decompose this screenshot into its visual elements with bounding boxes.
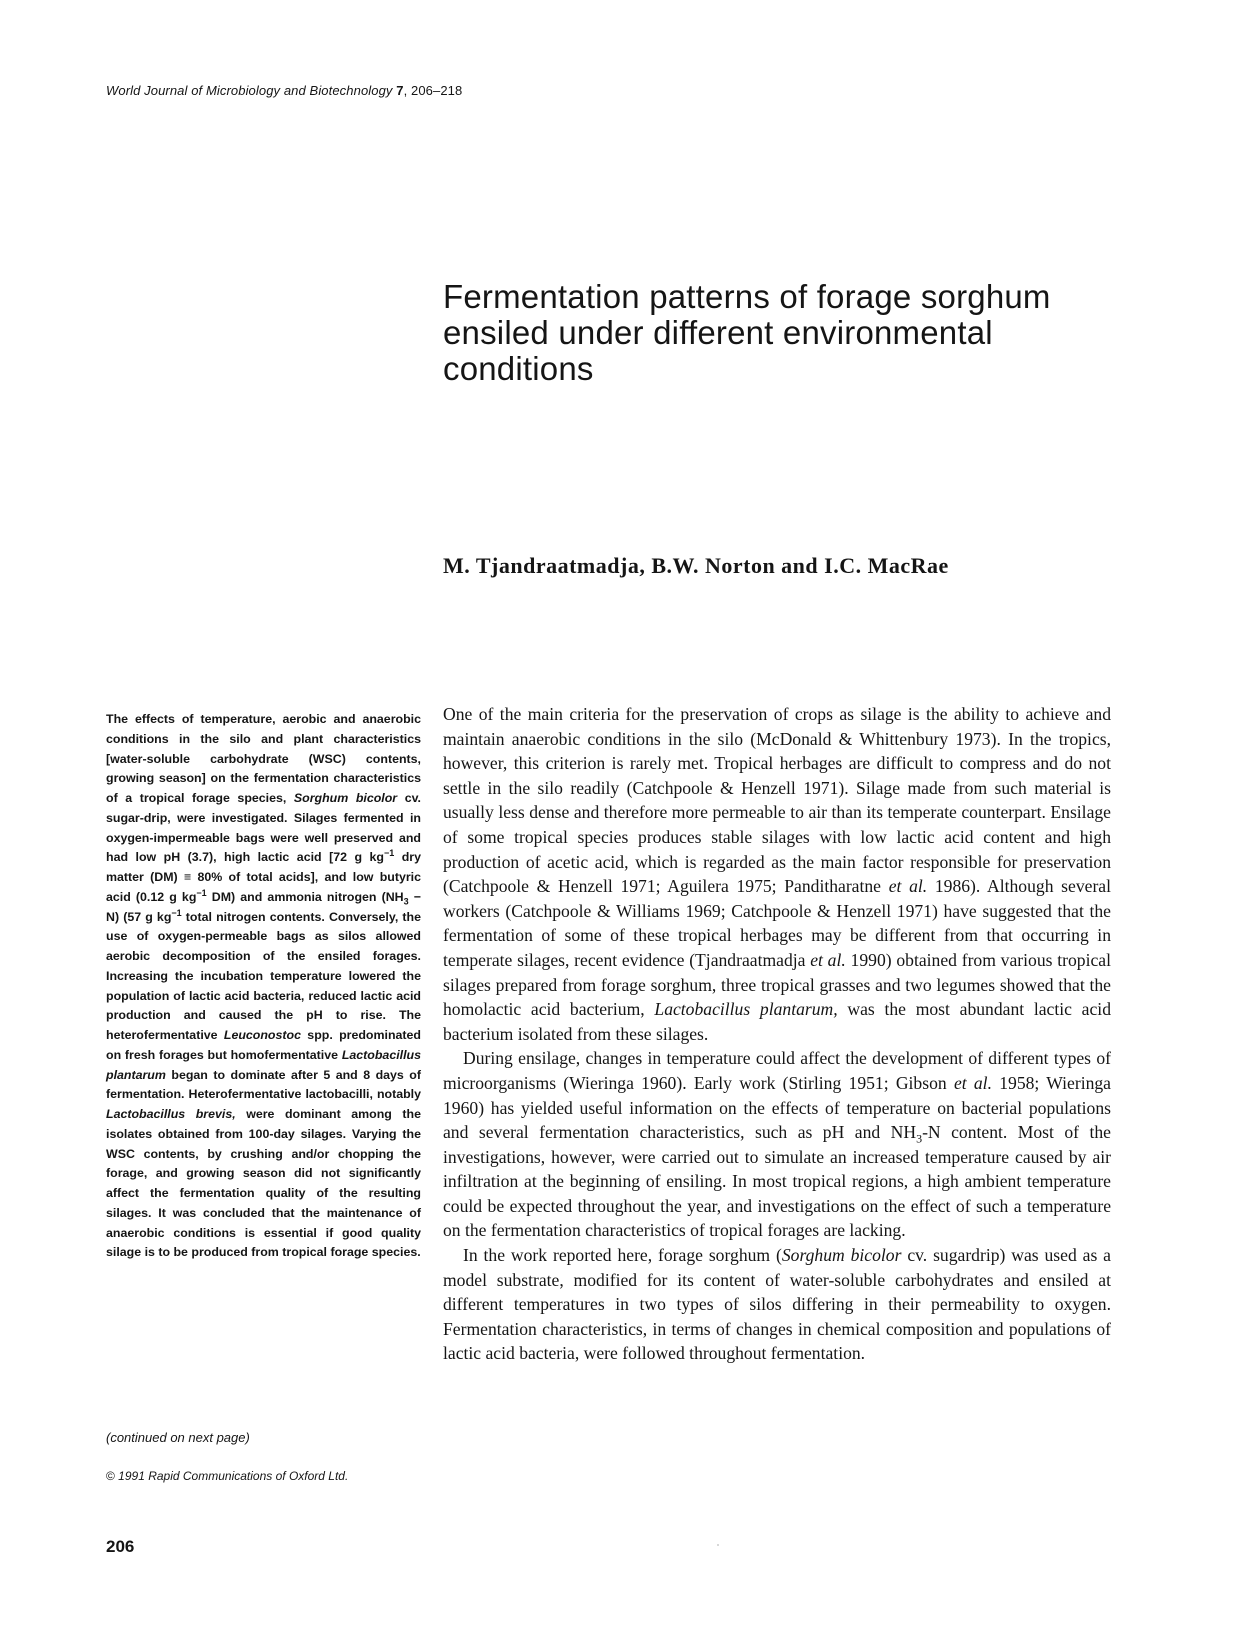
body-italic: et al.	[953, 1072, 992, 1093]
body-italic: Sorghum bicolor	[781, 1245, 902, 1266]
abstract-text: began to dominate after 5 and 8 days of fermentation. Heterofermentative lactobacilli, notably	[106, 1067, 421, 1102]
abstract-species: Sorghum bicolor	[293, 791, 398, 805]
body-text-run: -N content. Most of the investigations, however, were carried out to simulate an increased temperature caused by air infiltration at the beginning of ensiling. In most tropical regions, a high ambient temperature could be expected throughout the year, and investigations on the effect of such a temperature on the fermentation characteristics of tropical forages are lacking.	[443, 1122, 1111, 1241]
body-text-run: During ensilage, changes in temperature could affect the development of different types of microorganisms (Wieringa 1960). Early work (Stirling 1951; Gibson	[443, 1048, 1111, 1093]
body-paragraph	[443, 1046, 1111, 1243]
abstract-text: cv. sugar-drip, were investigated. Silages fermented in oxygen-impermeable bags were well preserved and had low pH (3.7), high lactic acid [72 g kg	[106, 791, 421, 865]
abstract-superscript: −1	[383, 848, 395, 859]
abstract-text: DM) and ammonia nitrogen (NH	[206, 889, 404, 904]
abstract-text: dry matter (DM) ≡ 80% of total acids], and low butyric acid (0.12 g kg	[106, 850, 421, 904]
body-subscript: 3	[916, 1131, 923, 1146]
continued-note: (continued on next page)	[106, 1430, 250, 1445]
body-text-run: 1958; Wieringa 1960) has yielded useful information on the effects of temperature on bacterial populations and several fermentation characteristics, such as pH and NH	[443, 1072, 1111, 1143]
abstract-subscript: 3	[403, 896, 409, 907]
journal-header	[106, 83, 462, 98]
body-text	[443, 702, 1111, 1366]
body-italic: Lactobacillus plantarum,	[654, 999, 838, 1020]
abstract	[106, 710, 421, 1263]
body-text-run: was the most abundant lactic acid bacterium isolated from these silages.	[443, 999, 1111, 1044]
copyright	[106, 1469, 348, 1483]
body-text-run: One of the main criteria for the preservation of crops as silage is the ability to achieve and maintain anaerobic conditions in the silo (McDonald & Whittenbury 1973). In the tropics, however, this criterion is rarely met. Tropical herbages are difficult to compress and do not settle in the silo readily (Catchpoole & Henzell 1971). Silage made from such material is usually less dense and therefore more permeable to air than its temperate counterpart. Ensilage of some tropical species produces stable silages with low lactic acid content and high production of acetic acid, which is regarded as the main factor responsible for preservation (Catchpoole & Henzell 1971; Aguilera 1975; Panditharatne	[443, 704, 1111, 897]
body-text-run: 1990) obtained from various tropical silages prepared from forage sorghum, three tropical grasses and two legumes showed that the homolactic acid bacterium,	[443, 949, 1111, 1020]
abstract-text: total nitrogen contents. Conversely, the use of oxygen-permeable bags as silos allowed aerobic decomposition of the ensiled forages. Increasing the incubation temperature lowered the population of lactic acid bacteria, reduced lactic acid production and caused the pH to rise. The heterofermentative	[106, 909, 421, 1042]
body-italic: et al.	[810, 949, 846, 970]
title-line-1: Fermentation patterns of forage sorghum	[443, 278, 1051, 315]
article-title	[443, 279, 1143, 387]
title-line-3: conditions	[443, 350, 594, 387]
abstract-species: Lactobacillus plantarum	[106, 1047, 421, 1082]
page-number: 206	[106, 1537, 135, 1556]
body-text-run: cv. sugardrip) was used as a model substrate, modified for its content of water-soluble carbohydrates and ensiled at different temperatures in two types of silos differing in their permeability to oxygen. Fermentation characteristics, in terms of changes in chemical composition and populations of lactic acid bacteria, were followed throughout fermentation.	[443, 1245, 1111, 1364]
abstract-text: The effects of temperature, aerobic and anaerobic conditions in the silo and plant characteristics [water-soluble carbohydrate (WSC) contents, growing season] on the fermentation characteristics of a tropical forage species,	[106, 712, 421, 805]
authors: M. Tjandraatmadja, B.W. Norton and I.C. MacRae	[443, 553, 949, 578]
abstract-superscript: −1	[196, 887, 207, 898]
journal-name: World Journal of Microbiology and Biotechnology	[106, 83, 393, 98]
journal-pages: , 206–218	[403, 83, 463, 98]
body-italic: et al.	[888, 876, 928, 897]
abstract-text: spp. predominated on fresh forages but homofermentative	[106, 1028, 422, 1062]
title-line-2: ensiled under different environmental	[443, 314, 993, 351]
copyright-text: 1991 Rapid Communications of Oxford Ltd.	[114, 1469, 349, 1483]
journal-volume: 7	[396, 83, 404, 98]
abstract-superscript: −1	[171, 907, 182, 918]
abstract-text: − N) (57 g kg	[106, 889, 421, 924]
scan-speck	[717, 1544, 719, 1546]
body-text-run: 1986). Although several workers (Catchpoole & Williams 1969; Catchpoole & Henzell 1971) have suggested that the fermentation of some of these tropical herbages may be different from that occurring in temperate silages, recent evidence (Tjandraatmadja	[443, 876, 1112, 970]
body-paragraph	[443, 1243, 1111, 1366]
body-paragraph	[443, 702, 1111, 1046]
abstract-text: were dominant among the isolates obtained from 100-day silages. Varying the WSC contents, by crushing and/or chopping the forage, and growing season did not significantly affect the fermentation quality of the resulting silages. It was concluded that the maintenance of anaerobic conditions is essential if good quality silage is to be produced from tropical forage species.	[106, 1107, 421, 1260]
copyright-icon: ©	[106, 1469, 115, 1483]
abstract-species: Leuconostoc	[223, 1028, 301, 1042]
body-text-run: In the work reported here, forage sorghum (	[463, 1245, 782, 1266]
abstract-species: Lactobacillus brevis,	[106, 1107, 236, 1121]
